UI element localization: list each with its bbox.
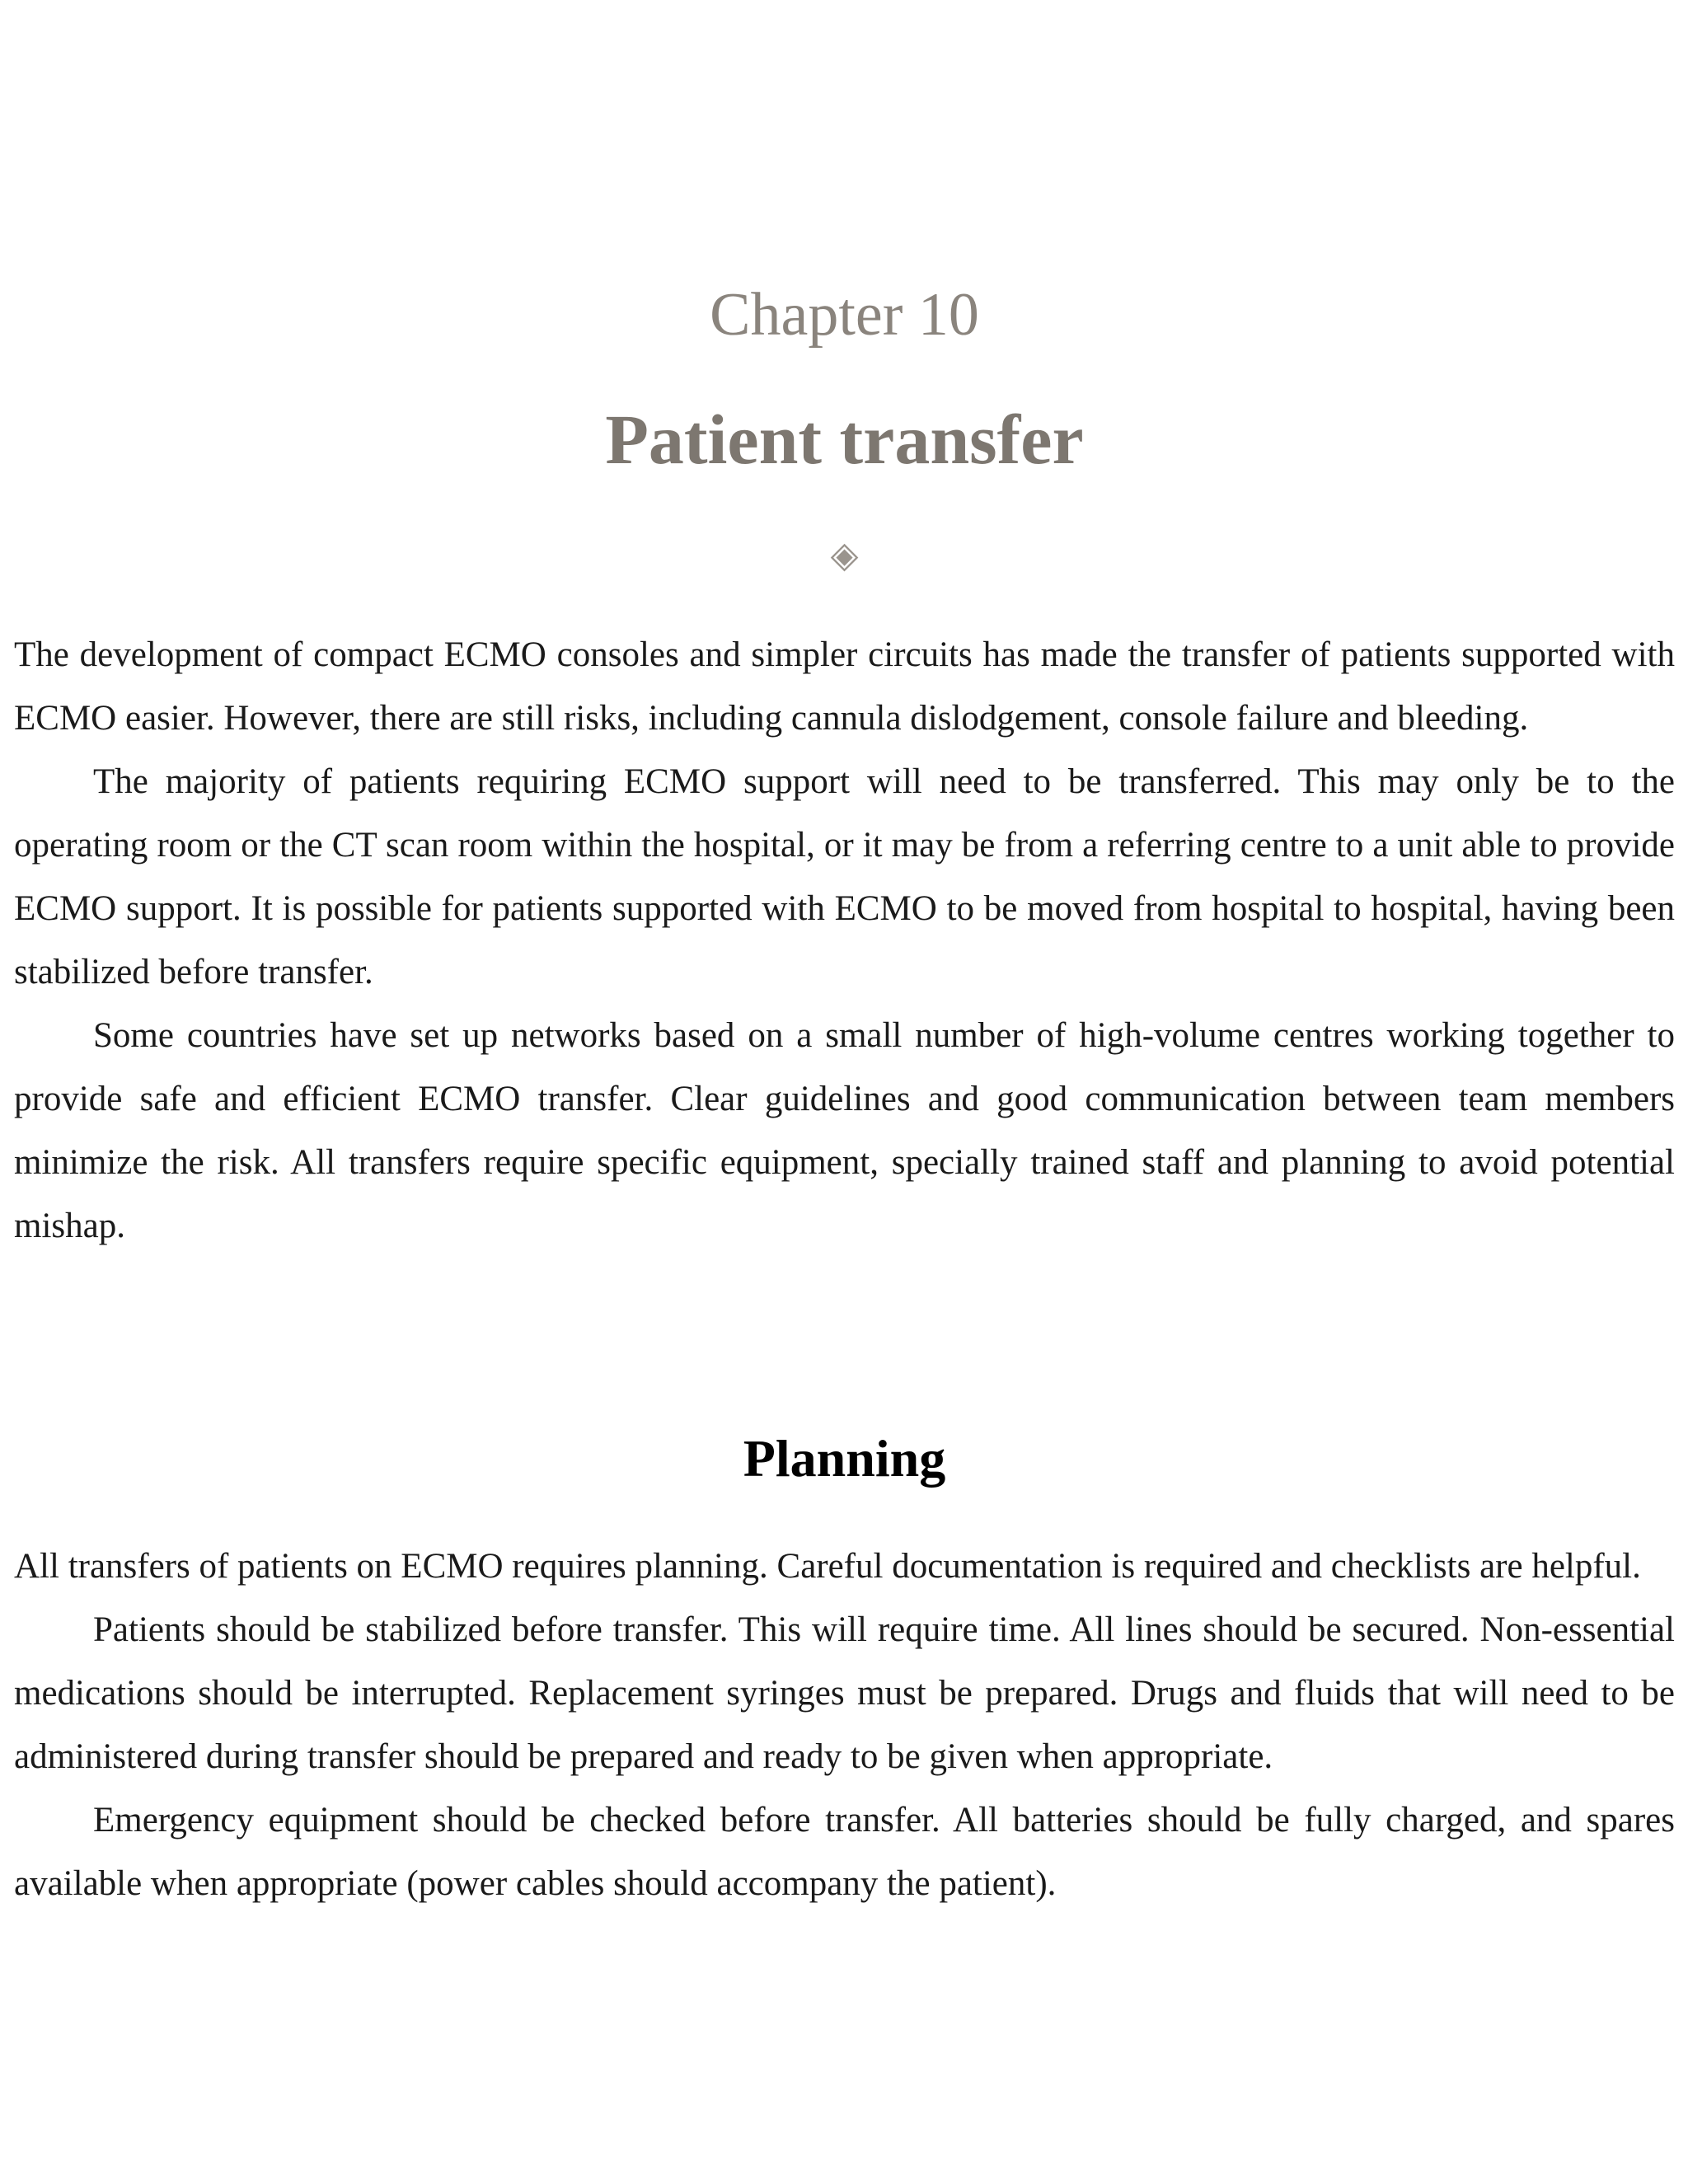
intro-paragraph-2: The majority of patients requiring ECMO support will need to be transferred. This may only be to the operating room or the CT scan room within the hospital, or it may be from a referring centre to a unit able to provide ECMO support. It is possible for patients supported with ECMO to be moved from hospital to hospital, having been stabilized before transfer. [14, 762, 1675, 991]
planning-paragraph-3: Emergency equipment should be checked before transfer. All batteries should be fully charged, and spares available when appropriate (power cables should accompany the patient). [14, 1801, 1675, 1903]
intro-paragraph-3: Some countries have set up networks based on a small number of high-volume centres working together to provide safe and efficient ECMO transfer. Clear guidelines and good communication between team members minimize the risk. All transfers require specific equipment, specially trained staff and planning to avoid potential mishap. [14, 1016, 1675, 1245]
intro-paragraph-1: The development of compact ECMO consoles and simpler circuits has made the transfer of patients supported with ECMO easier. However, there are still risks, including cannula dislodgement, console failure and bleeding. [14, 635, 1675, 738]
ornament-diamond-icon: ◈ [830, 534, 859, 576]
planning-paragraph-2: Patients should be stabilized before transfer. This will require time. All lines should be secured. Non-essential medications should be interrupted. Replacement syringes must be prepared. Drugs and fluids that will need to be administered during transfer should be prepared and ready to be given when appropriate. [14, 1610, 1675, 1776]
planning-paragraph-1: All transfers of patients on ECMO requires planning. Careful documentation is required and checklists are helpful. [14, 1547, 1641, 1586]
planning-section [14, 1535, 1675, 1915]
section-heading-planning: Planning [743, 1429, 946, 1488]
chapter-label: Chapter 10 [710, 281, 979, 349]
chapter-title: Patient transfer [605, 400, 1084, 479]
intro-section [14, 623, 1675, 1258]
